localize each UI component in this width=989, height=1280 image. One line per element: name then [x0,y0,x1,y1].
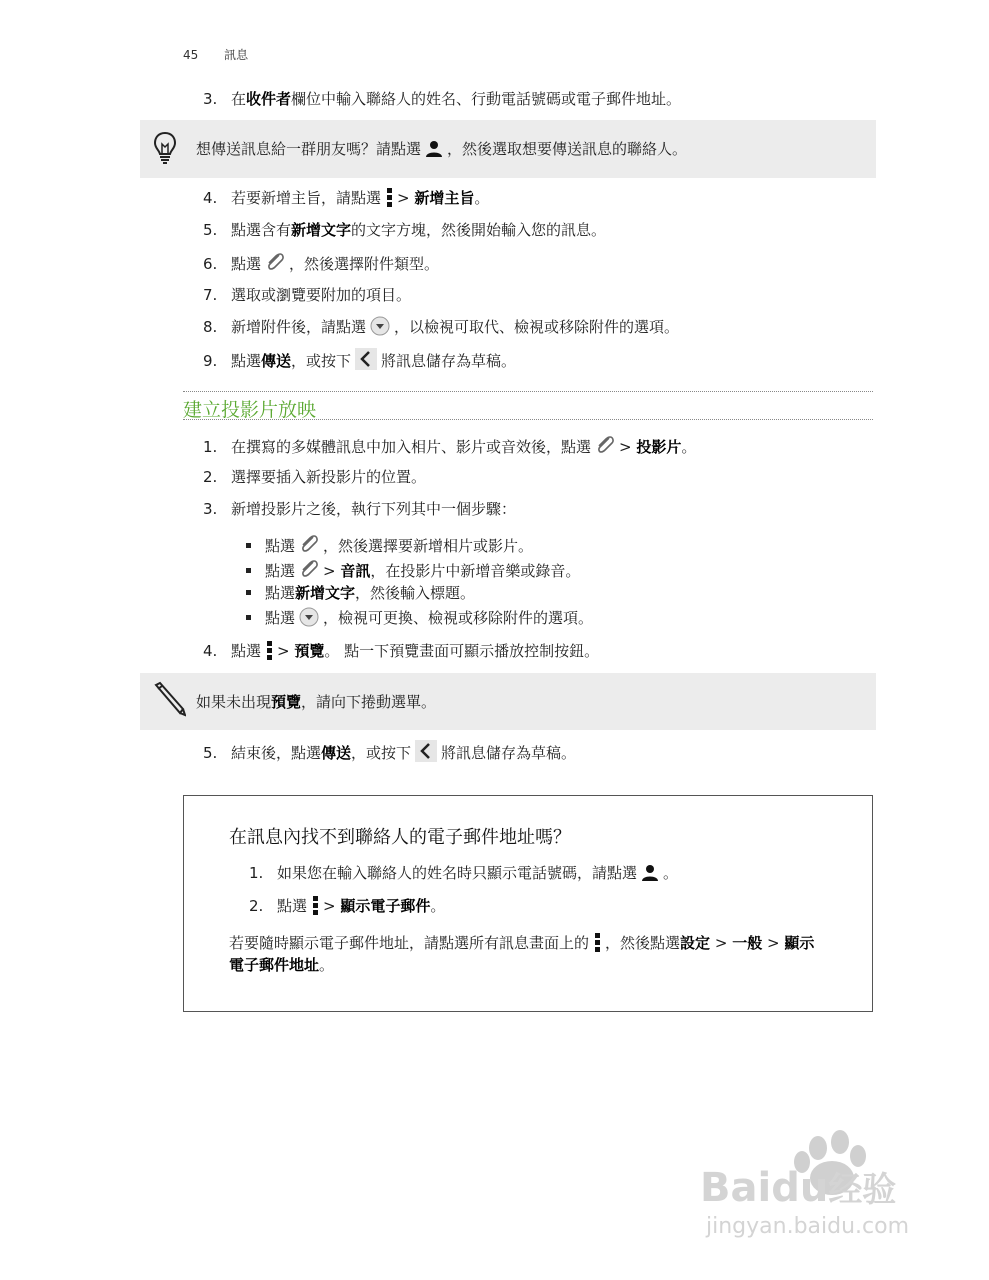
more-menu-icon [311,895,319,915]
section-title: 建立投影片放映 [183,399,317,421]
paperclip-icon [299,558,319,580]
section-step-1: 1. 在撰寫的多媒體訊息中加入相片、影片或音效後，點選 > 投影片。 [203,434,696,458]
watermark-brand: Bai [700,1165,772,1211]
note-preview: 如果未出現預覽，請向下捲動選單。 [140,673,876,730]
step-8-options: 8. 新增附件後，請點選 ，以檢視可取代、檢視或移除附件的選項。 [203,318,680,336]
bullet-marker [246,543,251,548]
watermark-cn: 经验 [828,1170,897,1210]
dropdown-circle-icon [299,607,319,627]
bullet-marker [246,590,251,595]
dropdown-circle-icon [370,316,390,336]
bullet-3: 點選新增文字，然後輸入標題。 [246,582,475,604]
pencil-icon [152,681,186,717]
step-6-attach: 6. 點選 ，然後選擇附件類型。 [203,251,439,275]
lightbulb-icon [152,130,178,166]
section-step-2: 2. 選擇要插入新投影片的位置。 [203,468,427,486]
section-step-4: 4. 點選 > 預覽。 點一下預覽畫面可顯示播放控制按鈕。 [203,642,600,660]
back-arrow-icon [415,740,437,762]
page-header [183,46,248,63]
section-name: 訊息 [224,48,249,62]
paperclip-icon [265,251,285,273]
bullet-4: 點選 ，檢視可更換、檢視或移除附件的選項。 [246,607,593,629]
paperclip-icon [595,434,615,456]
step-3-recipient: 3. 在收件者欄位中輸入聯絡人的姓名、行動電話號碼或電子郵件地址。 [203,90,682,108]
section-divider-top [183,391,873,392]
faq-step-1: 1. 如果您在輸入聯絡人的姓名時只顯示電話號碼，請點選 。 [249,864,679,882]
person-icon [641,864,659,882]
watermark-brand2: du [771,1165,829,1211]
step-7-select: 7. 選取或瀏覽要附加的項目。 [203,286,412,304]
step-9-send: 9. 點選傳送，或按下 將訊息儲存為草稿。 [203,348,516,372]
more-menu-icon [593,932,601,952]
tip-group-message: 想傳送訊息給一群朋友嗎？請點選 ，然後選取想要傳送訊息的聯絡人。 [140,120,876,178]
bullet-marker [246,615,251,620]
bullet-1: 點選 ，然後選擇要新增相片或影片。 [246,533,533,557]
bullet-2: 點選 > 音訊，在投影片中新增音樂或錄音。 [246,558,580,582]
baidu-watermark [700,1130,940,1250]
more-menu-icon [265,640,273,660]
watermark-url: jingyan.baidu.com [706,1214,910,1239]
section-step-3: 3. 新增投影片之後，執行下列其中一個步驟： [203,500,517,518]
faq-paragraph-line1: 若要隨時顯示電子郵件地址，請點選所有訊息畫面上的 ，然後點選設定 > 一般 > 顯示 [229,934,815,952]
more-menu-icon [385,187,393,207]
step-5-finish: 5. 結束後，點選傳送，或按下 將訊息儲存為草稿。 [203,740,576,764]
step-5-add-text: 5. 點選含有新增文字的文字方塊，然後開始輸入您的訊息。 [203,221,607,239]
faq-paragraph-line2: 電子郵件地址。 [229,956,335,974]
section-divider-bottom [183,419,873,420]
step-4-subject: 4. 若要新增主旨，請點選 > 新增主旨。 [203,189,490,207]
faq-box [183,795,873,1012]
person-icon [425,140,443,158]
bullet-marker [246,568,251,573]
page-number: 45 [183,48,199,62]
back-arrow-icon [355,348,377,370]
faq-title: 在訊息內找不到聯絡人的電子郵件地址嗎？ [229,827,571,848]
paperclip-icon [299,533,319,555]
faq-step-2: 2. 點選 > 顯示電子郵件。 [249,897,446,915]
